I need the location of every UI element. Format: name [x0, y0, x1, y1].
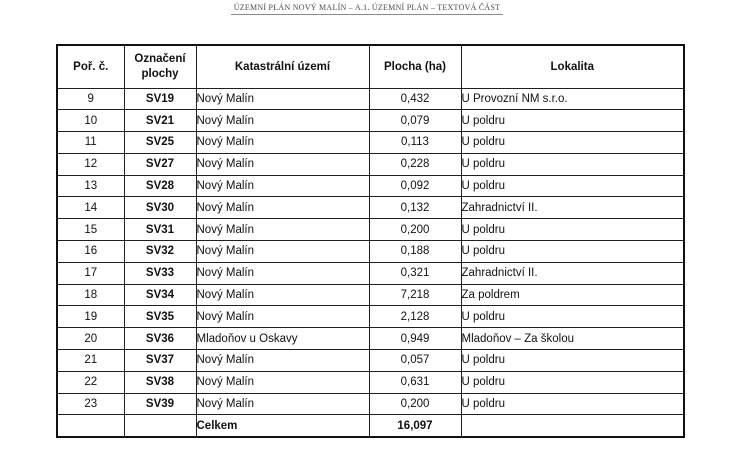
cell-lokalita: Zahradnictví II. [461, 262, 684, 284]
running-header-title: ÚZEMNÍ PLÁN NOVÝ MALÍN – A.1. ÚZEMNÍ PLÁN – TEXTOVÁ ČÁST [231, 3, 504, 15]
cell-plocha: 0,200 [369, 393, 461, 415]
header-row [57, 45, 684, 88]
cell-porc: 10 [57, 110, 124, 132]
cell-plocha: 0,200 [369, 219, 461, 241]
cell-plocha: 0,631 [369, 371, 461, 393]
cell-oznaceni: SV25 [124, 132, 196, 154]
total-row [57, 415, 684, 437]
cell-katastr: Nový Malín [196, 306, 369, 328]
column-header-katastr: Katastrální území [196, 45, 369, 88]
cell-porc: 9 [57, 88, 124, 110]
cell-plocha: 0,092 [369, 175, 461, 197]
cell-plocha: 0,079 [369, 110, 461, 132]
total-label-cell: Celkem [196, 415, 369, 437]
table-header [57, 45, 684, 88]
cell-oznaceni: SV34 [124, 284, 196, 306]
cell-plocha: 0,321 [369, 262, 461, 284]
cell-oznaceni: SV31 [124, 219, 196, 241]
table-row [57, 88, 684, 110]
cell-plocha: 0,113 [369, 132, 461, 154]
cell-oznaceni: SV19 [124, 88, 196, 110]
cell-porc: 23 [57, 393, 124, 415]
cell-katastr: Nový Malín [196, 241, 369, 263]
cell-plocha: 0,432 [369, 88, 461, 110]
cell-oznaceni: SV32 [124, 241, 196, 263]
cell-katastr: Mladoňov u Oskavy [196, 328, 369, 350]
table-row [57, 350, 684, 372]
total-lokalita-cell [461, 415, 684, 437]
table-row [57, 241, 684, 263]
table-row [57, 175, 684, 197]
cell-porc: 15 [57, 219, 124, 241]
cell-lokalita: U poldru [461, 241, 684, 263]
cell-porc: 11 [57, 132, 124, 154]
total-porc-cell [57, 415, 124, 437]
column-header-plocha: Plocha (ha) [369, 45, 461, 88]
column-header-porc: Poř. č. [57, 45, 124, 88]
cell-oznaceni: SV38 [124, 371, 196, 393]
document-running-header [0, 0, 734, 15]
cell-katastr: Nový Malín [196, 393, 369, 415]
cell-porc: 12 [57, 153, 124, 175]
cell-plocha: 0,228 [369, 153, 461, 175]
table-row [57, 219, 684, 241]
cell-oznaceni: SV33 [124, 262, 196, 284]
cell-katastr: Nový Malín [196, 371, 369, 393]
cell-porc: 14 [57, 197, 124, 219]
table-row [57, 393, 684, 415]
cell-oznaceni: SV36 [124, 328, 196, 350]
total-plocha-cell: 16,097 [369, 415, 461, 437]
cell-porc: 17 [57, 262, 124, 284]
cell-lokalita: U poldru [461, 132, 684, 154]
cell-oznaceni: SV35 [124, 306, 196, 328]
table-row [57, 153, 684, 175]
cell-oznaceni: SV21 [124, 110, 196, 132]
table-row [57, 284, 684, 306]
column-header-oznaceni: Označení plochy [124, 45, 196, 88]
cell-lokalita: U poldru [461, 350, 684, 372]
cell-katastr: Nový Malín [196, 350, 369, 372]
cell-katastr: Nový Malín [196, 197, 369, 219]
cell-lokalita: Zahradnictví II. [461, 197, 684, 219]
cell-katastr: Nový Malín [196, 219, 369, 241]
cell-lokalita: U poldru [461, 110, 684, 132]
plochy-table [56, 44, 685, 438]
cell-lokalita: U poldru [461, 153, 684, 175]
column-header-lokalita: Lokalita [461, 45, 684, 88]
cell-plocha: 0,949 [369, 328, 461, 350]
cell-porc: 16 [57, 241, 124, 263]
cell-plocha: 7,218 [369, 284, 461, 306]
table-row [57, 110, 684, 132]
table-body [57, 88, 684, 415]
table-footer [57, 415, 684, 437]
table-row [57, 371, 684, 393]
cell-porc: 13 [57, 175, 124, 197]
cell-lokalita: U poldru [461, 393, 684, 415]
cell-oznaceni: SV37 [124, 350, 196, 372]
total-oznaceni-cell [124, 415, 196, 437]
cell-katastr: Nový Malín [196, 110, 369, 132]
cell-porc: 19 [57, 306, 124, 328]
cell-lokalita: Mladoňov – Za školou [461, 328, 684, 350]
cell-oznaceni: SV39 [124, 393, 196, 415]
cell-katastr: Nový Malín [196, 284, 369, 306]
cell-katastr: Nový Malín [196, 132, 369, 154]
cell-lokalita: U Provozní NM s.r.o. [461, 88, 684, 110]
cell-katastr: Nový Malín [196, 175, 369, 197]
table-row [57, 197, 684, 219]
cell-porc: 18 [57, 284, 124, 306]
table-row [57, 262, 684, 284]
cell-plocha: 0,188 [369, 241, 461, 263]
cell-porc: 20 [57, 328, 124, 350]
cell-katastr: Nový Malín [196, 262, 369, 284]
cell-lokalita: Za poldrem [461, 284, 684, 306]
cell-katastr: Nový Malín [196, 88, 369, 110]
cell-lokalita: U poldru [461, 175, 684, 197]
table-row [57, 306, 684, 328]
cell-plocha: 2,128 [369, 306, 461, 328]
cell-porc: 22 [57, 371, 124, 393]
cell-oznaceni: SV30 [124, 197, 196, 219]
cell-plocha: 0,057 [369, 350, 461, 372]
cell-oznaceni: SV28 [124, 175, 196, 197]
cell-porc: 21 [57, 350, 124, 372]
cell-katastr: Nový Malín [196, 153, 369, 175]
cell-lokalita: U poldru [461, 371, 684, 393]
cell-lokalita: U poldru [461, 219, 684, 241]
cell-lokalita: U poldru [461, 306, 684, 328]
cell-plocha: 0,132 [369, 197, 461, 219]
cell-oznaceni: SV27 [124, 153, 196, 175]
table-row [57, 132, 684, 154]
table-row [57, 328, 684, 350]
